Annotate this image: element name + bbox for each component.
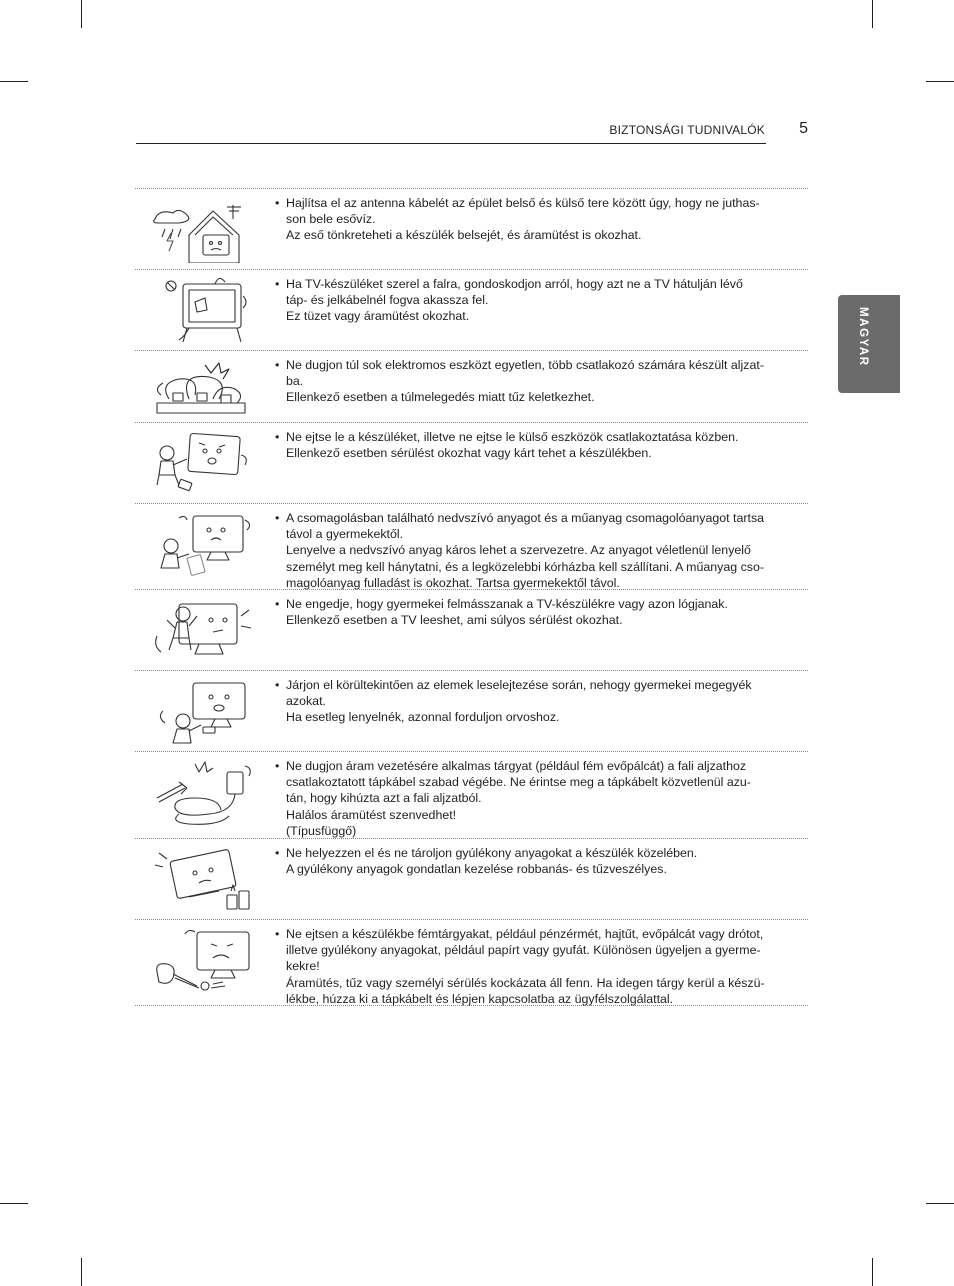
- line: illetve gyúlékony anyagokat, például papírt vagy gyufát. Különösen ügyeljen a gyerme-: [286, 943, 761, 958]
- line: Az eső tönkreteheti a készülék belsejét, és áramütést is okozhat.: [286, 228, 642, 243]
- line: • Ne ejtsen a készülékbe fémtárgyakat, például pénzérmét, hajtűt, evőpálcát vagy drótot,: [273, 926, 803, 942]
- safety-text: [273, 677, 803, 726]
- crop-mark: [926, 1203, 954, 1204]
- line: Ez tüzet vagy áramütést okozhat.: [286, 309, 470, 324]
- line: son bele esővíz.: [286, 212, 376, 227]
- line: kekre!: [286, 959, 320, 974]
- line: Ellenkező esetben sérülést okozhat vagy kárt tehet a készülékben.: [286, 446, 652, 461]
- language-tab-label: MAGYAR: [857, 307, 869, 367]
- line: • Ne helyezzen el és ne tároljon gyúlékony anyagokat a készülék közelében.: [273, 845, 803, 861]
- safety-item: [135, 670, 808, 751]
- line: táp- és jelkábelnél fogva akassza fel.: [286, 293, 489, 308]
- line: tán, hogy kihúzta azt a fali aljzatból.: [286, 791, 482, 806]
- line: lékbe, húzza ki a tápkábelt és lépjen kapcsolatba az ügyfélszolgálattal.: [286, 991, 674, 1006]
- line: Ellenkező esetben a TV leeshet, ami súlyos sérülést okozhat.: [286, 613, 623, 628]
- crop-mark: [0, 81, 28, 82]
- safety-text: [273, 845, 803, 877]
- chopstick-plug-illustration: [149, 758, 257, 826]
- header-divider: [136, 143, 766, 144]
- safety-item: [135, 269, 808, 350]
- line: • Ne engedje, hogy gyermekei felmásszanak a TV-készülékre vagy azon lógjanak.: [273, 596, 803, 612]
- crop-mark: [872, 1258, 873, 1286]
- language-tab: [838, 295, 900, 393]
- crop-mark: [872, 0, 873, 28]
- packaging-child-illustration: [149, 510, 257, 578]
- safety-text: [273, 195, 803, 244]
- line: • Ne ejtse le a készüléket, illetve ne ejtse le külső eszközök csatlakoztatása közben.: [273, 429, 803, 445]
- safety-item: [135, 838, 808, 919]
- line: • Ne dugjon túl sok elektromos eszközt egyetlen, több csatlakozó számára készült aljzat-: [273, 357, 803, 373]
- line: Ellenkező esetben a túlmelegedés miatt tűz keletkezhet.: [286, 390, 595, 405]
- line: • Járjon el körültekintően az elemek leselejtezése során, nehogy gyermekei megegyék: [273, 677, 803, 693]
- line: távol a gyermekektől.: [286, 527, 404, 542]
- line: Áramütés, tűz vagy személyi sérülés kockázata áll fenn. Ha idegen tárgy kerül a készü-: [286, 975, 765, 990]
- crop-mark: [81, 1258, 82, 1286]
- safety-text: [273, 276, 803, 325]
- section-title: BIZTONSÁGI TUDNIVALÓK: [609, 123, 765, 137]
- line: A gyúlékony anyagok gondatlan kezelése robbanás- és tűzveszélyes.: [286, 862, 667, 877]
- battery-child-illustration: [149, 677, 257, 745]
- line: • A csomagolásban található nedvszívó anyagot és a műanyag csomagolóanyagot tartsa: [273, 510, 803, 526]
- line: személyt meg kell hánytatni, és a legközelebbi kórházba kell szállítani. A műanyag cso-: [286, 559, 764, 574]
- overloaded-outlet-illustration: [149, 357, 257, 425]
- line: ba.: [286, 374, 304, 389]
- safety-list: [135, 188, 808, 1006]
- crop-mark: [926, 81, 954, 82]
- safety-item: [135, 503, 808, 589]
- safety-item: [135, 751, 808, 838]
- antenna-rain-illustration: [149, 195, 257, 263]
- crop-mark: [0, 1203, 28, 1204]
- line: Halálos áramütést szenvedhet!: [286, 807, 457, 822]
- safety-text: [273, 758, 803, 839]
- safety-text: [273, 429, 803, 461]
- line: Lenyelve a nedvszívó anyag káros lehet a szervezetre. Az anyagot véletlenül lenyelő: [286, 543, 751, 558]
- crop-mark: [81, 0, 82, 28]
- dropped-device-illustration: [149, 429, 257, 497]
- child-climbing-tv-illustration: [149, 596, 257, 664]
- safety-item: [135, 422, 808, 503]
- flammable-materials-illustration: [149, 845, 257, 913]
- safety-text: [273, 510, 803, 591]
- safety-item: [135, 188, 808, 269]
- line: (Típusfüggő): [286, 823, 357, 838]
- safety-text: [273, 596, 803, 628]
- metal-objects-illustration: [149, 926, 257, 994]
- line: csatlakoztatott tápkábel szabad végébe. Ne érintse meg a tápkábelt közvetlenül azu-: [286, 775, 751, 790]
- line: azokat.: [286, 694, 326, 709]
- safety-item: [135, 589, 808, 670]
- safety-text: [273, 357, 803, 406]
- line: • Hajlítsa el az antenna kábelét az épület belső és külső tere között úgy, hogy ne juthas-: [273, 195, 803, 211]
- wall-mount-cable-illustration: [149, 276, 257, 344]
- safety-text: [273, 926, 803, 1007]
- page-header: [136, 118, 808, 144]
- page-number: 5: [799, 120, 808, 137]
- line: • Ha TV-készüléket szerel a falra, gondoskodjon arról, hogy azt ne a TV hátulján lévő: [273, 276, 803, 292]
- line: Ha esetleg lenyelnék, azonnal forduljon orvoshoz.: [286, 710, 560, 725]
- line: magolóanyag fulladást is okozhat. Tartsa gyermekektől távol.: [286, 575, 620, 590]
- safety-item: [135, 919, 808, 1006]
- line: • Ne dugjon áram vezetésére alkalmas tárgyat (például fém evőpálcát) a fali aljzathoz: [273, 758, 803, 774]
- safety-item: [135, 350, 808, 422]
